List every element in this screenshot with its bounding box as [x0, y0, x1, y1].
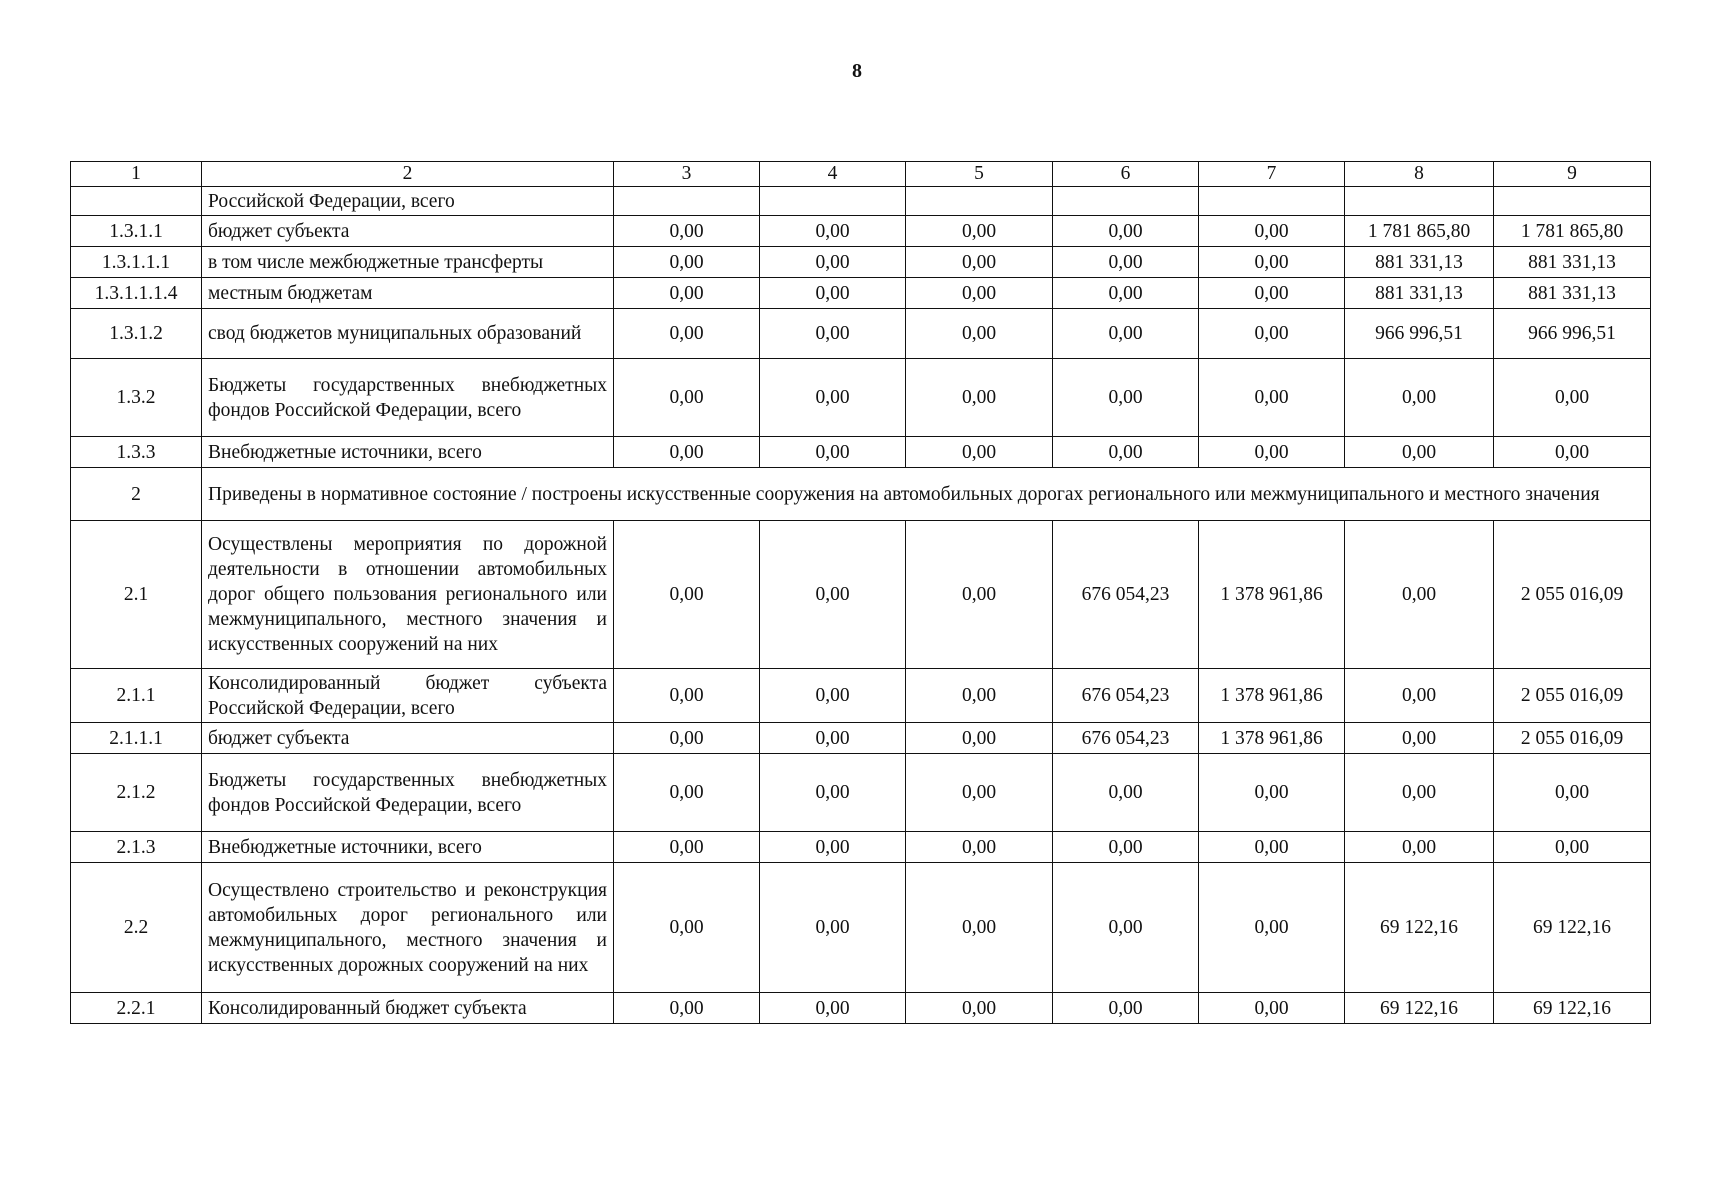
table-row: [71, 754, 1651, 832]
row-number: 1.3.2: [71, 359, 202, 437]
value-cell-col-3: [614, 187, 760, 216]
value-cell-col-4: 0,00: [760, 278, 906, 309]
value-cell-col-9: 69 122,16: [1494, 993, 1651, 1024]
value-cell-col-4: 0,00: [760, 521, 906, 669]
row-name: Российской Федерации, всего: [202, 187, 614, 216]
value-cell-col-6: 0,00: [1053, 359, 1199, 437]
value-cell-col-7: 0,00: [1199, 832, 1345, 863]
value-cell-col-8: 0,00: [1345, 832, 1494, 863]
row-name: Внебюджетные источники, всего: [202, 832, 614, 863]
value-cell-col-4: 0,00: [760, 247, 906, 278]
value-cell-col-7: 0,00: [1199, 309, 1345, 359]
table-row: [71, 993, 1651, 1024]
row-name: Бюджеты государственных внебюджетных фондов Российской Федерации, всего: [202, 754, 614, 832]
column-header-3: 3: [614, 162, 760, 187]
value-cell-col-3: 0,00: [614, 247, 760, 278]
value-cell-col-6: 0,00: [1053, 754, 1199, 832]
table-row: [71, 247, 1651, 278]
value-cell-col-3: 0,00: [614, 437, 760, 468]
column-header-row: [71, 162, 1651, 187]
table-row: [71, 521, 1651, 669]
value-cell-col-5: 0,00: [906, 863, 1053, 993]
table-row: [71, 309, 1651, 359]
table-row: [71, 187, 1651, 216]
row-number: 1.3.1.1.1: [71, 247, 202, 278]
value-cell-col-5: 0,00: [906, 993, 1053, 1024]
row-name: Бюджеты государственных внебюджетных фондов Российской Федерации, всего: [202, 359, 614, 437]
row-name: бюджет субъекта: [202, 723, 614, 754]
value-cell-col-8: 966 996,51: [1345, 309, 1494, 359]
value-cell-col-4: 0,00: [760, 832, 906, 863]
value-cell-col-8: 0,00: [1345, 521, 1494, 669]
value-cell-col-8: 69 122,16: [1345, 993, 1494, 1024]
value-cell-col-6: 0,00: [1053, 832, 1199, 863]
row-name: местным бюджетам: [202, 278, 614, 309]
value-cell-col-6: 0,00: [1053, 993, 1199, 1024]
row-name: Осуществлены мероприятия по дорожной деятельности в отношении автомобильных дорог общего пользования регионального или межмуниципального, местного значения и искусственных сооружений на них: [202, 521, 614, 669]
column-header-4: 4: [760, 162, 906, 187]
value-cell-col-3: 0,00: [614, 216, 760, 247]
page-number: 8: [852, 60, 862, 82]
value-cell-col-4: 0,00: [760, 754, 906, 832]
value-cell-col-6: 0,00: [1053, 863, 1199, 993]
value-cell-col-5: 0,00: [906, 754, 1053, 832]
value-cell-col-3: 0,00: [614, 309, 760, 359]
value-cell-col-3: 0,00: [614, 521, 760, 669]
value-cell-col-8: 1 781 865,80: [1345, 216, 1494, 247]
column-header-9: 9: [1494, 162, 1651, 187]
row-name: свод бюджетов муниципальных образований: [202, 309, 614, 359]
value-cell-col-4: 0,00: [760, 216, 906, 247]
value-cell-col-8: [1345, 187, 1494, 216]
row-number: 2.1.3: [71, 832, 202, 863]
value-cell-col-3: 0,00: [614, 723, 760, 754]
value-cell-col-3: 0,00: [614, 669, 760, 723]
row-number: 2.2: [71, 863, 202, 993]
value-cell-col-3: 0,00: [614, 278, 760, 309]
column-header-7: 7: [1199, 162, 1345, 187]
table-body: [71, 162, 1651, 1024]
value-cell-col-7: 1 378 961,86: [1199, 521, 1345, 669]
value-cell-col-6: 0,00: [1053, 437, 1199, 468]
value-cell-col-9: 881 331,13: [1494, 278, 1651, 309]
column-header-6: 6: [1053, 162, 1199, 187]
column-header-8: 8: [1345, 162, 1494, 187]
row-name: Внебюджетные источники, всего: [202, 437, 614, 468]
value-cell-col-4: 0,00: [760, 993, 906, 1024]
row-number: 1.3.1.1.1.4: [71, 278, 202, 309]
table-row: [71, 723, 1651, 754]
value-cell-col-9: 0,00: [1494, 832, 1651, 863]
value-cell-col-3: 0,00: [614, 832, 760, 863]
value-cell-col-5: 0,00: [906, 723, 1053, 754]
value-cell-col-7: 0,00: [1199, 359, 1345, 437]
value-cell-col-6: 0,00: [1053, 247, 1199, 278]
value-cell-col-3: 0,00: [614, 359, 760, 437]
table-row: [71, 437, 1651, 468]
value-cell-col-9: 69 122,16: [1494, 863, 1651, 993]
value-cell-col-4: 0,00: [760, 309, 906, 359]
value-cell-col-5: 0,00: [906, 359, 1053, 437]
value-cell-col-5: 0,00: [906, 437, 1053, 468]
value-cell-col-5: 0,00: [906, 832, 1053, 863]
row-number: 1.3.1.1: [71, 216, 202, 247]
value-cell-col-9: 1 781 865,80: [1494, 216, 1651, 247]
value-cell-col-4: 0,00: [760, 863, 906, 993]
row-number: 2: [71, 468, 202, 521]
value-cell-col-5: 0,00: [906, 309, 1053, 359]
value-cell-col-9: [1494, 187, 1651, 216]
value-cell-col-7: 0,00: [1199, 278, 1345, 309]
column-header-2: 2: [202, 162, 614, 187]
value-cell-col-6: 676 054,23: [1053, 723, 1199, 754]
value-cell-col-6: 0,00: [1053, 278, 1199, 309]
value-cell-col-9: 2 055 016,09: [1494, 521, 1651, 669]
value-cell-col-6: 0,00: [1053, 216, 1199, 247]
value-cell-col-8: 881 331,13: [1345, 278, 1494, 309]
row-number: [71, 187, 202, 216]
value-cell-col-9: 2 055 016,09: [1494, 669, 1651, 723]
value-cell-col-5: 0,00: [906, 247, 1053, 278]
table-row: [71, 832, 1651, 863]
section-title: Приведены в нормативное состояние / построены искусственные сооружения на автомобильных дорогах регионального или межмуниципального и местного значения: [202, 468, 1651, 521]
row-name: бюджет субъекта: [202, 216, 614, 247]
value-cell-col-4: 0,00: [760, 437, 906, 468]
table-row: [71, 216, 1651, 247]
value-cell-col-6: 676 054,23: [1053, 521, 1199, 669]
value-cell-col-9: 0,00: [1494, 437, 1651, 468]
value-cell-col-3: 0,00: [614, 754, 760, 832]
value-cell-col-5: 0,00: [906, 278, 1053, 309]
value-cell-col-9: 0,00: [1494, 359, 1651, 437]
value-cell-col-4: 0,00: [760, 723, 906, 754]
value-cell-col-7: 0,00: [1199, 247, 1345, 278]
row-name: Осуществлено строительство и реконструкция автомобильных дорог регионального или межмуниципального, местного значения и искусственных дорожных сооружений на них: [202, 863, 614, 993]
row-name: Консолидированный бюджет субъекта Российской Федерации, всего: [202, 669, 614, 723]
value-cell-col-5: 0,00: [906, 669, 1053, 723]
row-number: 2.1.2: [71, 754, 202, 832]
value-cell-col-8: 881 331,13: [1345, 247, 1494, 278]
row-number: 1.3.3: [71, 437, 202, 468]
row-name: в том числе межбюджетные трансферты: [202, 247, 614, 278]
value-cell-col-7: [1199, 187, 1345, 216]
value-cell-col-9: 881 331,13: [1494, 247, 1651, 278]
table-row: [71, 468, 1651, 521]
value-cell-col-7: 0,00: [1199, 993, 1345, 1024]
table-row: [71, 863, 1651, 993]
table-row: [71, 359, 1651, 437]
row-number: 2.2.1: [71, 993, 202, 1024]
budget-table: [70, 161, 1651, 1024]
table-row: [71, 669, 1651, 723]
row-number: 2.1.1.1: [71, 723, 202, 754]
value-cell-col-6: 676 054,23: [1053, 669, 1199, 723]
value-cell-col-8: 0,00: [1345, 359, 1494, 437]
value-cell-col-7: 1 378 961,86: [1199, 669, 1345, 723]
value-cell-col-6: [1053, 187, 1199, 216]
table-row: [71, 278, 1651, 309]
row-name: Консолидированный бюджет субъекта: [202, 993, 614, 1024]
value-cell-col-7: 1 378 961,86: [1199, 723, 1345, 754]
value-cell-col-3: 0,00: [614, 863, 760, 993]
column-header-1: 1: [71, 162, 202, 187]
value-cell-col-8: 0,00: [1345, 437, 1494, 468]
row-number: 2.1: [71, 521, 202, 669]
value-cell-col-7: 0,00: [1199, 754, 1345, 832]
value-cell-col-4: 0,00: [760, 359, 906, 437]
value-cell-col-8: 0,00: [1345, 669, 1494, 723]
value-cell-col-5: [906, 187, 1053, 216]
value-cell-col-6: 0,00: [1053, 309, 1199, 359]
value-cell-col-7: 0,00: [1199, 863, 1345, 993]
row-number: 2.1.1: [71, 669, 202, 723]
value-cell-col-8: 0,00: [1345, 754, 1494, 832]
value-cell-col-8: 0,00: [1345, 723, 1494, 754]
value-cell-col-3: 0,00: [614, 993, 760, 1024]
value-cell-col-9: 966 996,51: [1494, 309, 1651, 359]
value-cell-col-4: [760, 187, 906, 216]
value-cell-col-8: 69 122,16: [1345, 863, 1494, 993]
value-cell-col-9: 0,00: [1494, 754, 1651, 832]
value-cell-col-5: 0,00: [906, 216, 1053, 247]
column-header-5: 5: [906, 162, 1053, 187]
value-cell-col-4: 0,00: [760, 669, 906, 723]
row-number: 1.3.1.2: [71, 309, 202, 359]
value-cell-col-7: 0,00: [1199, 437, 1345, 468]
value-cell-col-7: 0,00: [1199, 216, 1345, 247]
value-cell-col-5: 0,00: [906, 521, 1053, 669]
value-cell-col-9: 2 055 016,09: [1494, 723, 1651, 754]
